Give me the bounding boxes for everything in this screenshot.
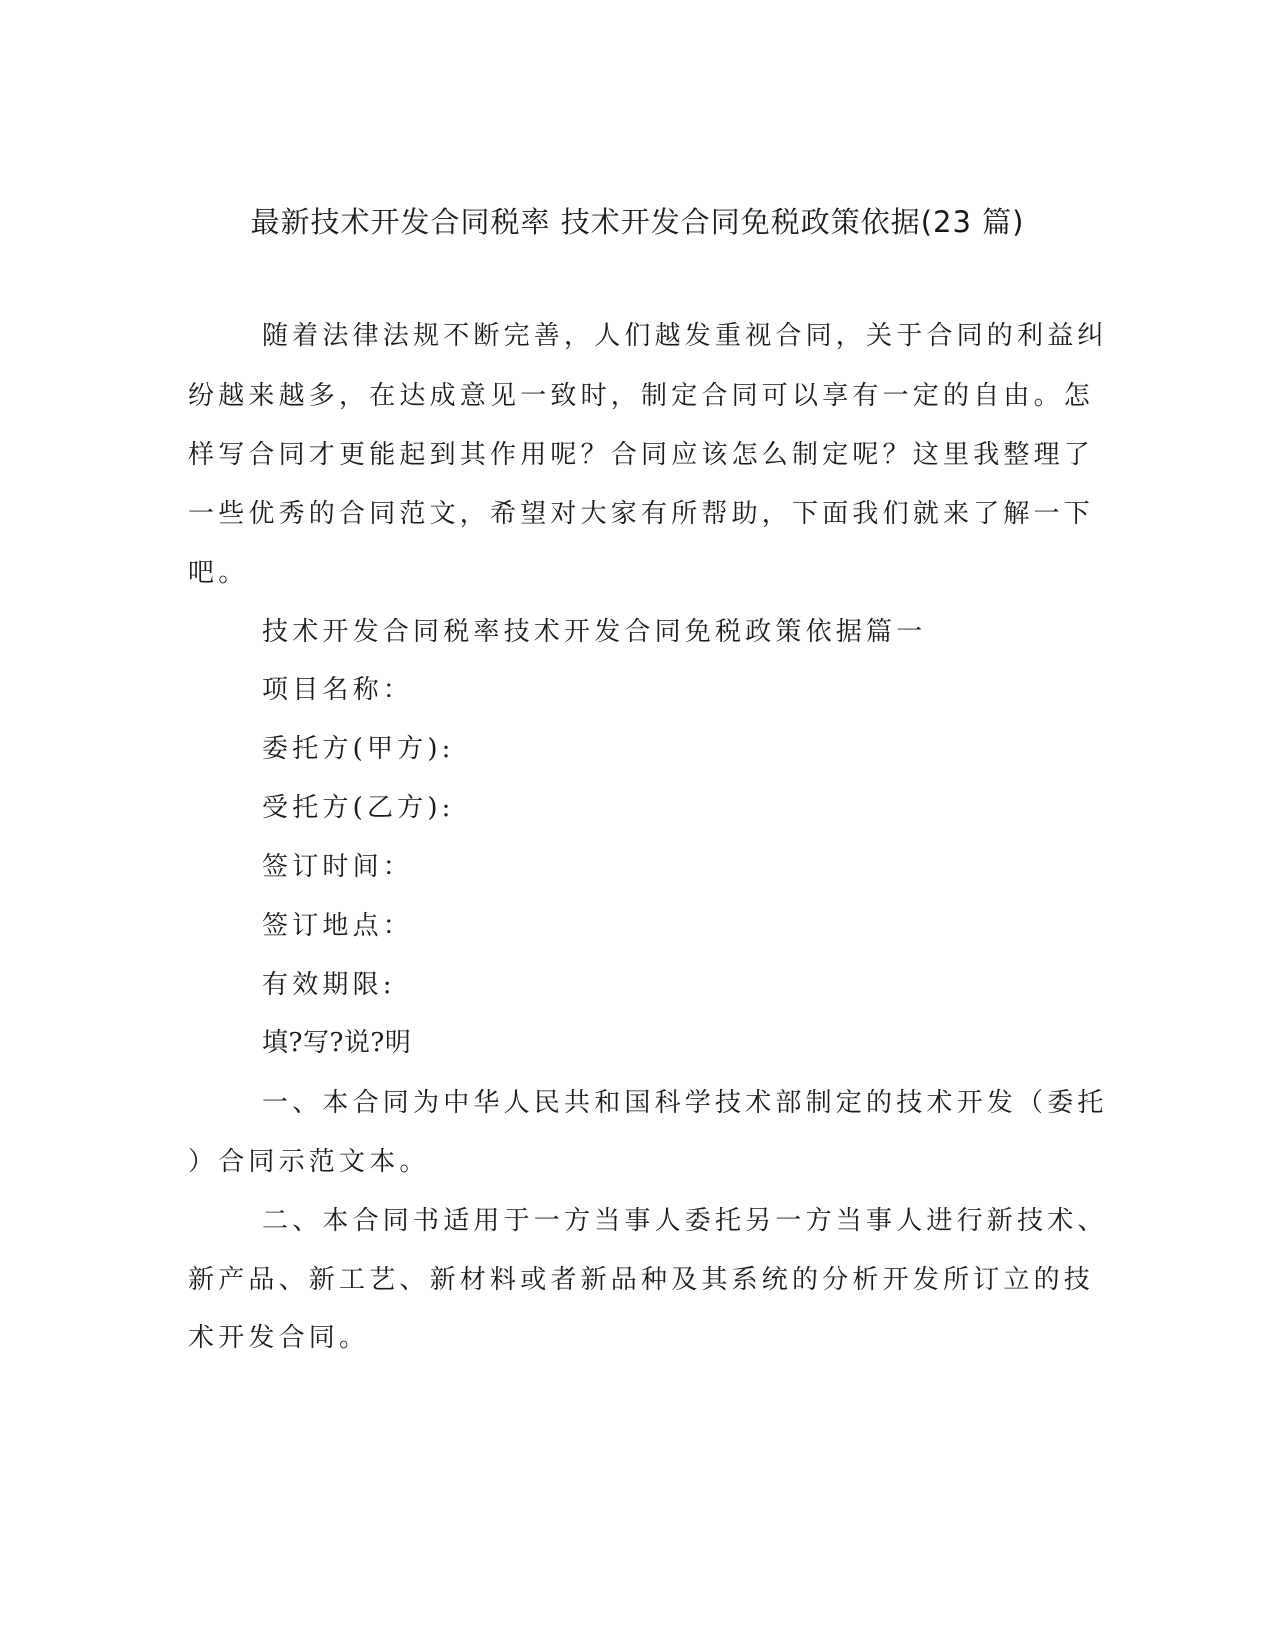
document-title: 最新技术开发合同税率 技术开发合同免税政策依据(23 篇) [250, 205, 1025, 239]
field-validity: 有效期限: [262, 970, 396, 1000]
clause-1-line-1: 一、本合同为中华人民共和国科学技术部制定的技术开发（委托 [262, 1088, 1108, 1118]
intro-line-2: 纷越来越多，在达成意见一致时，制定合同可以享有一定的自由。怎 [188, 381, 1095, 411]
clause-2-line-1: 二、本合同书适用于一方当事人委托另一方当事人进行新技术、 [262, 1206, 1108, 1236]
clause-1-line-2: ）合同示范文本。 [188, 1147, 430, 1177]
section-heading: 技术开发合同税率技术开发合同免税政策依据篇一 [262, 617, 927, 647]
field-sign-time: 签订时间： [262, 852, 414, 882]
instructions-heading: 填?写?说?明 [262, 1028, 412, 1058]
intro-line-3: 样写合同才更能起到其作用呢？合同应该怎么制定呢？这里我整理了 [188, 440, 1095, 470]
clause-2-line-2: 新产品、新工艺、新材料或者新品种及其系统的分析开发所订立的技 [188, 1265, 1095, 1295]
field-contractor: 受托方(乙方): [262, 793, 455, 823]
clause-2-line-3: 术开发合同。 [188, 1323, 370, 1353]
intro-line-5: 吧。 [188, 558, 249, 588]
intro-line-4: 一些优秀的合同范文，希望对大家有所帮助，下面我们就来了解一下 [188, 499, 1095, 529]
field-client: 委托方(甲方): [262, 734, 455, 764]
field-project-name: 项目名称： [262, 675, 414, 705]
intro-line-1: 随着法律法规不断完善，人们越发重视合同，关于合同的利益纠 [262, 321, 1108, 351]
field-sign-place: 签订地点： [262, 911, 414, 941]
